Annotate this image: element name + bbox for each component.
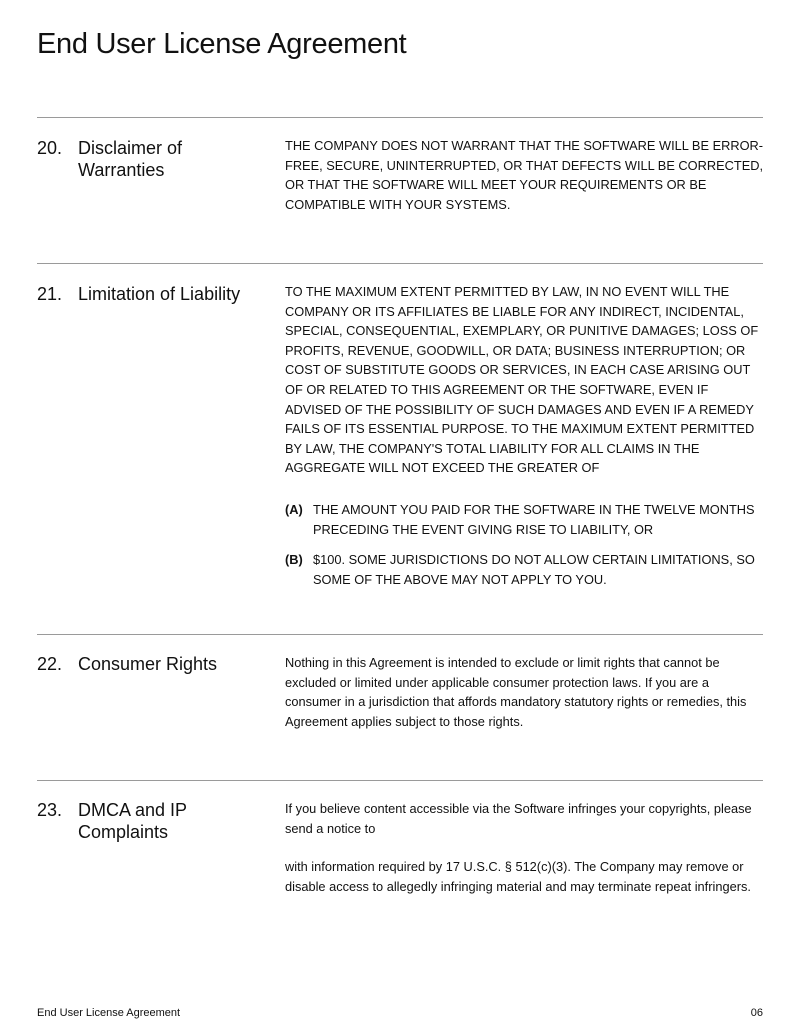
page-title: End User License Agreement — [37, 28, 407, 60]
paragraph: TO THE MAXIMUM EXTENT PERMITTED BY LAW, IN NO EVENT WILL THE COMPANY OR ITS AFFILIATES BE LIABLE FOR ANY INDIRECT, INCIDENTAL, SPECIAL, CONSEQUENTIAL, EXEMPLARY, OR PUNITIVE DAMAGES; LOSS OF PROFITS, REVENUE, GOODWILL, OR DATA; BUSINESS INTERRUPTION; OR COST OF SUBSTITUTE GOODS OR SERVICES, IN EACH CASE ARISING OUT OF OR RELATED TO THIS AGREEMENT OR THE SOFTWARE, EVEN IF ADVISED OF THE POSSIBILITY OF SUCH DAMAGES AND EVEN IF A REMEDY FAILS OF ITS ESSENTIAL PURPOSE. TO THE MAXIMUM EXTENT PERMITTED BY LAW, THE COMPANY'S TOTAL LIABILITY FOR ALL CLAIMS IN THE AGGREGATE WILL NOT EXCEED THE GREATER OF — [285, 284, 759, 476]
list-text: THE AMOUNT YOU PAID FOR THE SOFTWARE IN THE TWELVE MONTHS PRECEDING THE EVENT GIVING RISE TO LIABILITY, OR — [313, 501, 755, 537]
paragraph: Nothing in this Agreement is intended to exclude or limit rights that cannot be excluded or limited under applicable consumer protection laws. If you are a consumer in a jurisdiction that affords mandatory statutory rights or remedies, this Agreement applies subject to those rights. — [285, 655, 747, 729]
section-heading: Consumer Rights — [78, 654, 218, 674]
section-body — [285, 799, 767, 896]
section-number: 21. — [37, 284, 63, 304]
section-heading: Disclaimer of Warranties — [78, 138, 183, 180]
section-number: 20. — [37, 138, 63, 158]
divider — [37, 634, 763, 635]
section-body — [285, 136, 767, 214]
divider — [37, 263, 763, 264]
list-item — [285, 500, 767, 539]
section-heading: DMCA and IP Complaints — [78, 800, 187, 842]
paragraph: with information required by 17 U.S.C. § 512(c)(3). The Company may remove or disable access to allegedly infringing material and may terminate repeat infringers. — [285, 859, 751, 894]
section-body — [285, 653, 767, 731]
list-text: $100. SOME JURISDICTIONS DO NOT ALLOW CERTAIN LIMITATIONS, SO SOME OF THE ABOVE MAY NOT APPLY TO YOU. — [313, 552, 755, 587]
page-number: 06 — [750, 1007, 763, 1019]
paragraph: THE COMPANY DOES NOT WARRANT THAT THE SOFTWARE WILL BE ERROR-FREE, SECURE, UNINTERRUPTED, OR THAT DEFECTS WILL BE CORRECTED, OR THAT THE SOFTWARE WILL MEET YOUR REQUIREMENTS OR BE COMPATIBLE WITH YOUR SYSTEMS. — [285, 138, 764, 212]
divider — [37, 117, 763, 118]
divider — [37, 780, 763, 781]
list-marker: (A) — [285, 501, 303, 517]
footer-title: End User License Agreement — [37, 1007, 181, 1019]
section-number: 22. — [37, 654, 63, 674]
section-number: 23. — [37, 800, 63, 820]
paragraph: If you believe content accessible via the Software infringes your copyrights, please send a notice to — [285, 801, 752, 836]
list-item — [285, 550, 767, 589]
section-body — [285, 282, 767, 589]
list-marker: (B) — [285, 552, 303, 568]
section-heading: Limitation of Liability — [78, 284, 241, 304]
